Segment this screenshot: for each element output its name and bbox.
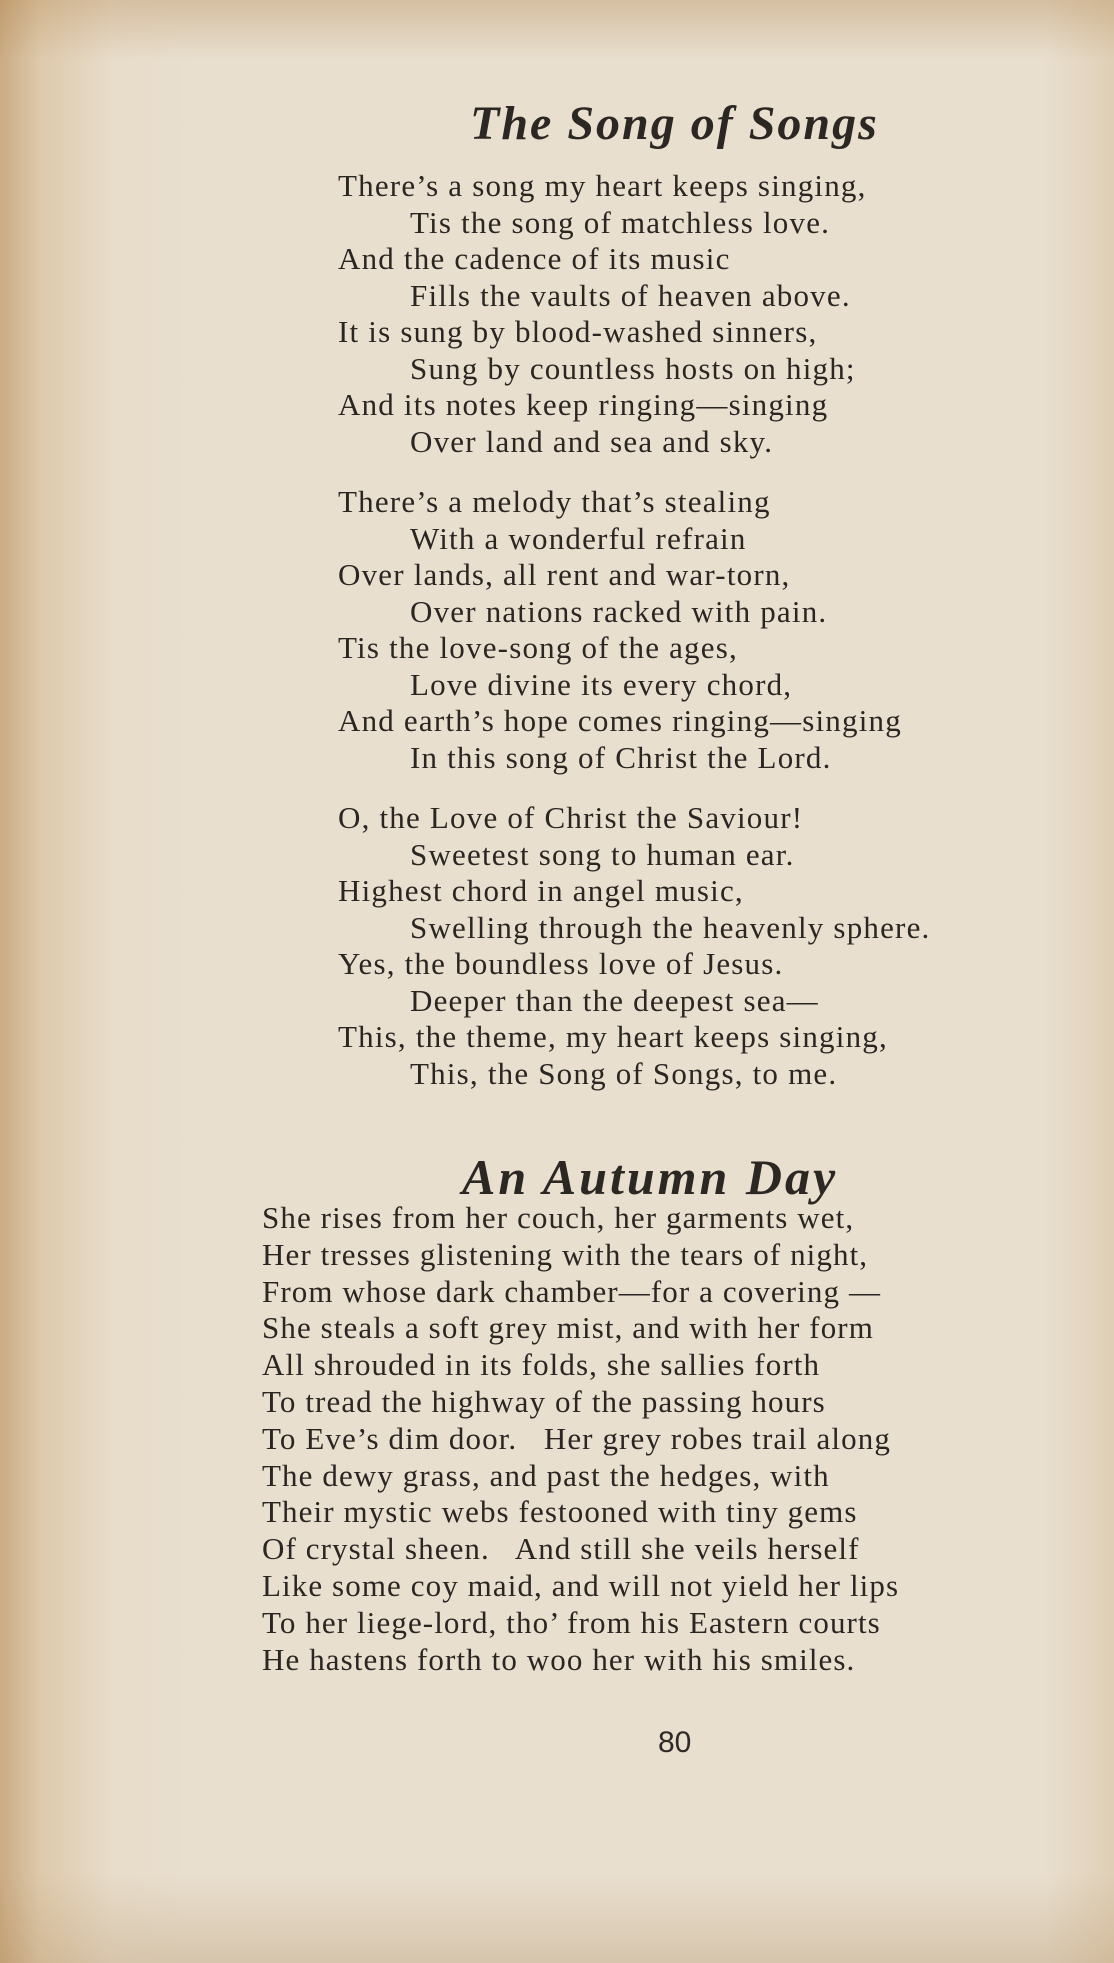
poem-line: To her liege-lord, tho’ from his Eastern courts bbox=[262, 1604, 881, 1640]
poem-line: And the cadence of its music bbox=[338, 241, 731, 276]
poem-line: There’s a song my heart keeps singing, bbox=[338, 168, 867, 203]
poem-line: O, the Love of Christ the Saviour! bbox=[338, 800, 804, 835]
poem-line: She rises from her couch, her garments wet, bbox=[262, 1200, 855, 1235]
poem-an-autumn-day bbox=[262, 1200, 899, 1678]
poem-line: Highest chord in angel music, bbox=[338, 873, 744, 908]
poem-line: There’s a melody that’s stealing bbox=[338, 484, 771, 519]
poem-line: It is sung by blood-washed sinners, bbox=[338, 314, 818, 349]
poem-line: And earth’s hope comes ringing—singing bbox=[338, 703, 902, 738]
poem-line: All shrouded in its folds, she sallies forth bbox=[262, 1347, 821, 1383]
poem-line: Over land and sea and sky. bbox=[410, 423, 774, 459]
stanza-1 bbox=[338, 168, 930, 460]
poem-line: Their mystic webs festooned with tiny gems bbox=[262, 1494, 858, 1530]
poem-line: Tis the song of matchless love. bbox=[410, 204, 831, 240]
poem-line: Tis the love-song of the ages, bbox=[338, 630, 738, 665]
poem-line: With a wonderful refrain bbox=[410, 520, 747, 556]
poem-line: Over nations racked with pain. bbox=[410, 593, 828, 629]
poem-line: To Eve’s dim door. Her grey robes trail along bbox=[262, 1420, 891, 1456]
poem-line: Like some coy maid, and will not yield her lips bbox=[262, 1567, 900, 1603]
poem-line: This, the theme, my heart keeps singing, bbox=[338, 1019, 888, 1054]
poem-line: From whose dark chamber—for a covering — bbox=[262, 1273, 882, 1309]
poem-line: She steals a soft grey mist, and with her form bbox=[262, 1310, 874, 1346]
poem-line: Of crystal sheen. And still she veils herself bbox=[262, 1531, 860, 1567]
poem-song-of-songs bbox=[338, 168, 930, 1092]
poem-line: Over lands, all rent and war-torn, bbox=[338, 557, 791, 592]
poem-line: Sung by countless hosts on high; bbox=[410, 350, 856, 386]
poem-title-an-autumn-day: An Autumn Day bbox=[462, 1149, 839, 1205]
page-number: 80 bbox=[658, 1726, 692, 1759]
poem-line: He hastens forth to woo her with his smiles. bbox=[262, 1641, 856, 1677]
poem-line: To tread the highway of the passing hours bbox=[262, 1383, 826, 1419]
poem-line: Yes, the boundless love of Jesus. bbox=[338, 946, 784, 981]
poem-line: Her tresses glistening with the tears of night, bbox=[262, 1236, 869, 1272]
poem-title-song-of-songs: The Song of Songs bbox=[470, 97, 879, 150]
poem-line: Fills the vaults of heaven above. bbox=[410, 277, 851, 313]
poem-line: This, the Song of Songs, to me. bbox=[410, 1055, 838, 1091]
poem-line: In this song of Christ the Lord. bbox=[410, 739, 832, 775]
poem-line: Sweetest song to human ear. bbox=[410, 836, 795, 872]
poem-line: The dewy grass, and past the hedges, with bbox=[262, 1457, 830, 1493]
poem-line: Swelling through the heavenly sphere. bbox=[410, 909, 931, 945]
poem-line: Love divine its every chord, bbox=[410, 666, 793, 702]
stanza-2 bbox=[338, 484, 930, 776]
poem-line: Deeper than the deepest sea— bbox=[410, 982, 819, 1018]
poem-line: And its notes keep ringing—singing bbox=[338, 387, 829, 422]
stanza-3 bbox=[338, 800, 930, 1092]
